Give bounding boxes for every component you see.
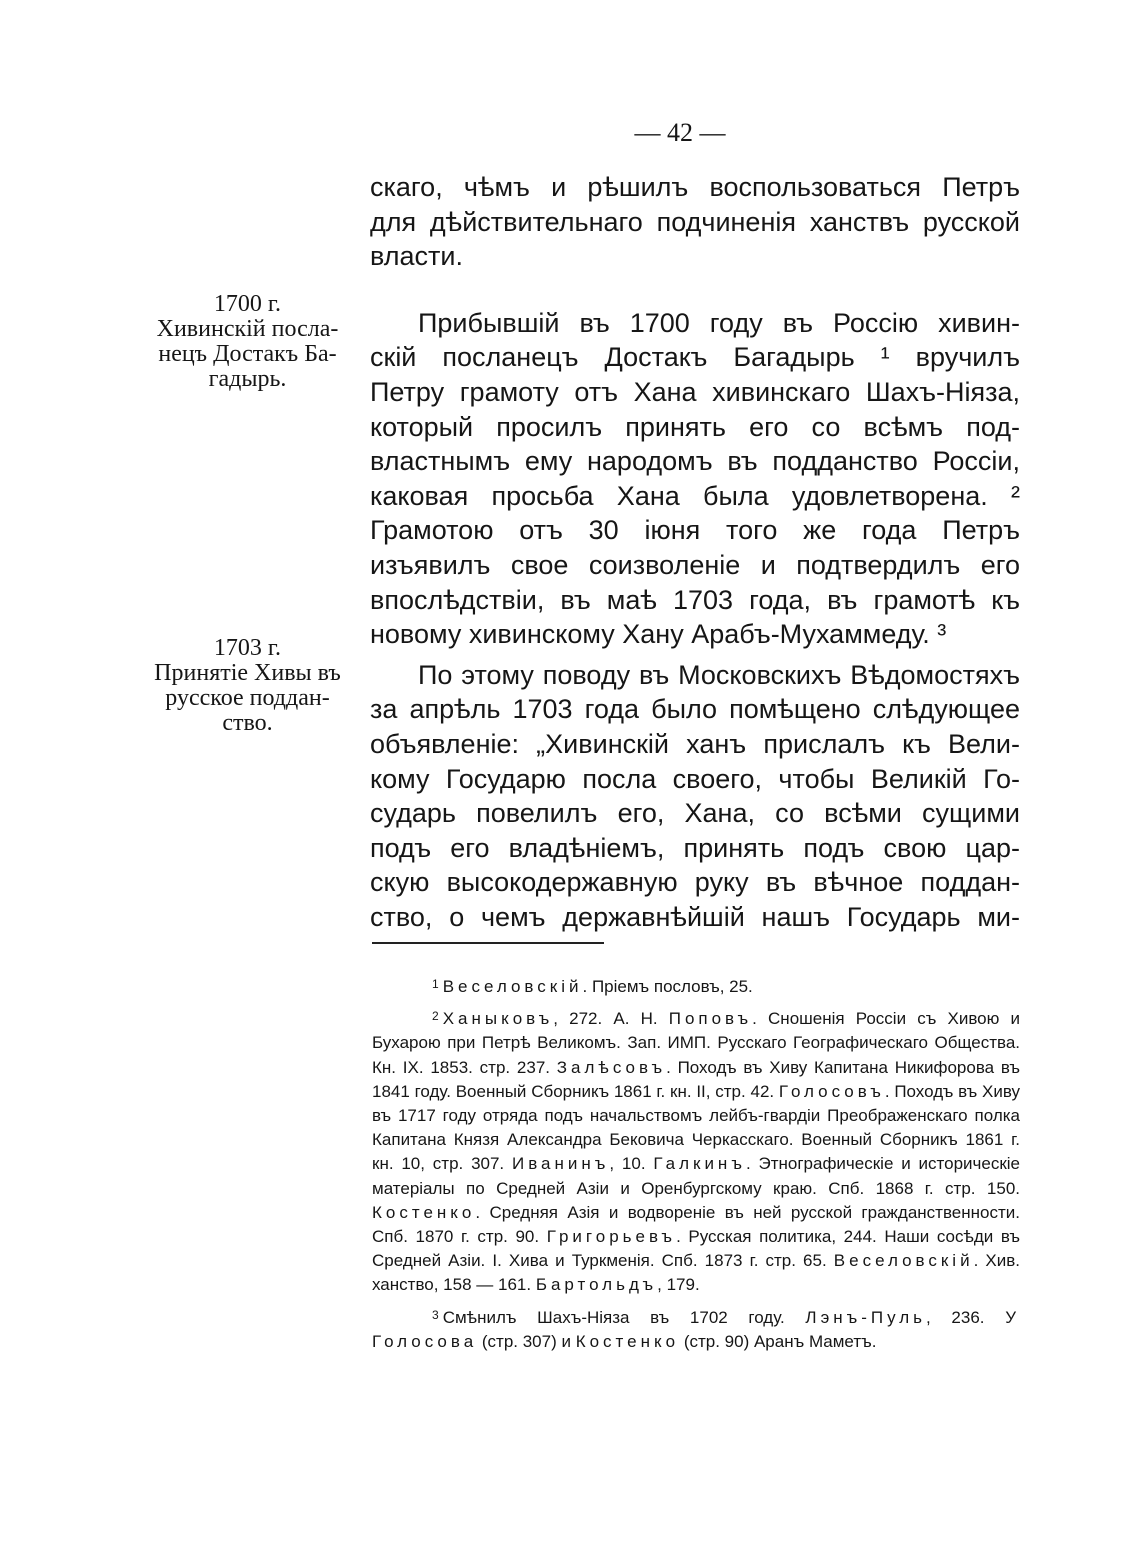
footnote-text: , 236. [926,1307,1006,1327]
margin-note-line: Хивинскій посла- [156,316,339,342]
footnote-author: Ханыковъ [442,1009,554,1029]
footnote-text: (стр. 90) Аранъ Маметъ. [679,1331,877,1351]
footnote-text: , 179. [657,1275,700,1295]
text-line: Грамотою отъ 30 іюня того же года Петръ [370,515,1020,546]
margin-note-line: гадырь. [208,366,287,392]
text-line: сударь повелилъ его, Хана, со всѣми сущими [370,798,1020,829]
margin-note-1703 [140,636,355,736]
footnote-2 [372,1004,1020,1297]
text-line: новому хивинскому Хану Арабъ-Мухаммеду. ³ [370,619,947,650]
footnote-text: . Походъ въ Хиву въ 1717 году отряда подъ начальствомъ лейбъ-гвардіи Преображенскаго полка Капитана Князя Александра Бековича Черкасскаго. Военный Сборникъ 1861 г. кн. 10, стр. 307. [372,1081,1020,1174]
text-line: впослѣдствіи, въ маѣ 1703 года, въ грамотѣ къ [370,584,1020,615]
text-line: который просилъ принять его со всѣмъ под- [370,411,1020,442]
text-line: объявленіе: „Хивинскій ханъ прислалъ къ Вели- [370,728,1020,759]
footnote-author: Голосовъ [778,1081,885,1101]
text-line: за апрѣль 1703 года было помѣщено слѣдующее [370,694,1020,725]
margin-note-line: Принятіе Хивы въ [154,660,341,686]
text-line: Петру грамоту отъ Хана хивинскаго Шахъ-Ніяза, [370,376,1020,407]
footnote-mark: 2 [432,1009,439,1024]
footnote-rule [372,942,604,944]
footnote-text: , 10. [609,1154,654,1174]
footnote-author: Галкинъ [653,1154,746,1174]
footnote-author: Лэнъ-Пуль [805,1307,927,1327]
text-line: кому Государю посла своего, чтобы Великій Го- [370,763,1020,794]
margin-note-1700 [140,292,355,392]
footnote-author: Иванинъ [511,1154,610,1174]
footnote-1 [372,972,1020,999]
text-line: изъявилъ свое соизволеніе и подтвердилъ его [370,549,1020,580]
margin-note-line: ство. [222,710,273,736]
footnote-author: Залѣсовъ [556,1057,667,1077]
footnote-author: Костенко [372,1202,476,1222]
footnote-text: . Походъ въ Хиву Капитана Никифорова въ 1841 году. Военный Сборникъ 1861 г. кн. II, стр. 42. [372,1057,1020,1101]
text-line: властнымъ ему народомъ въ подданство Россіи, [370,446,1020,477]
footnote-author: Веселовскій [833,1251,974,1271]
text-line: По этому поводу въ Московскихъ Вѣдомостяхъ [418,659,1020,690]
text-line: власти. [370,241,463,272]
text-line: каковая просьба Хана была удовлетворена. ² [370,480,1020,511]
main-text [370,170,1020,934]
footnote-text: . Этнографическіе и историческіе матеріалы по Средней Азіи и Оренбургскому краю. Спб. 1868 г. стр. 150. [372,1154,1020,1198]
text-line: скаго, чѣмъ и рѣшилъ воспользоваться Петръ [370,172,1020,202]
footnote-text: . Сношенія Россіи съ Хивою и Бухарою при Петрѣ Великомъ. Зап. ИМП. Русскаго Географическаго Общества. Кн. IX. 1853. стр. 237. [372,1009,1020,1077]
margin-note-line: русское поддан- [165,685,330,711]
text-line: скую высокодержавную руку въ вѣчное поддан- [370,867,1020,898]
text-line: ство, о чемъ державнѣйшій нашъ Государь ми- [370,901,1020,932]
margin-note-line: 1700 г. [213,291,282,317]
margin-note-line: нецъ Достакъ Ба- [158,341,337,367]
footnotes [372,972,1020,1359]
footnote-text: . Пріемъ пословъ, 25. [582,977,753,996]
footnote-author: Костенко [575,1331,680,1351]
footnote-text: . Средняя Азія и водвореніе въ ней русской гражданственности. Спб. 1870 г. стр. 90. [372,1202,1020,1247]
footnote-text: , 272. А. Н. [553,1009,669,1029]
footnote-mark: 1 [432,977,439,991]
footnote-text: . Хив. ханство, 158 — 161. [372,1251,1020,1295]
footnote-author: Поповъ [668,1009,753,1029]
footnote-mark: 3 [432,1307,439,1322]
text-line: скій посланецъ Достакъ Багадырь ¹ вручилъ [370,342,1020,373]
footnote-author: Бартольдъ [535,1275,658,1295]
footnote-author: Григорьевъ [546,1227,677,1247]
text-line: для дѣйствительнаго подчиненія ханствъ русской [370,206,1020,237]
footnote-text: . Русская политика, 244. Наши сосѣди въ Средней Азіи. I. Хива и Туркменія. Спб. 1873 г. стр. 65. [372,1227,1020,1271]
text-line: Прибывшій въ 1700 году въ Россію хивин- [418,307,1020,338]
footnote-text: (стр. 307) и [477,1331,576,1351]
footnote-text: Смѣнилъ Шахъ-Ніяза въ 1702 году. [442,1307,806,1327]
margin-note-line: 1703 г. [213,635,282,661]
footnote-author: У Голосова [372,1307,1020,1351]
page-number: — 42 — [634,118,726,147]
footnote-3 [372,1303,1020,1354]
footnote-author: Веселовскій [442,977,583,996]
text-line: подъ его владѣніемъ, принять подъ свою цар- [370,832,1020,863]
